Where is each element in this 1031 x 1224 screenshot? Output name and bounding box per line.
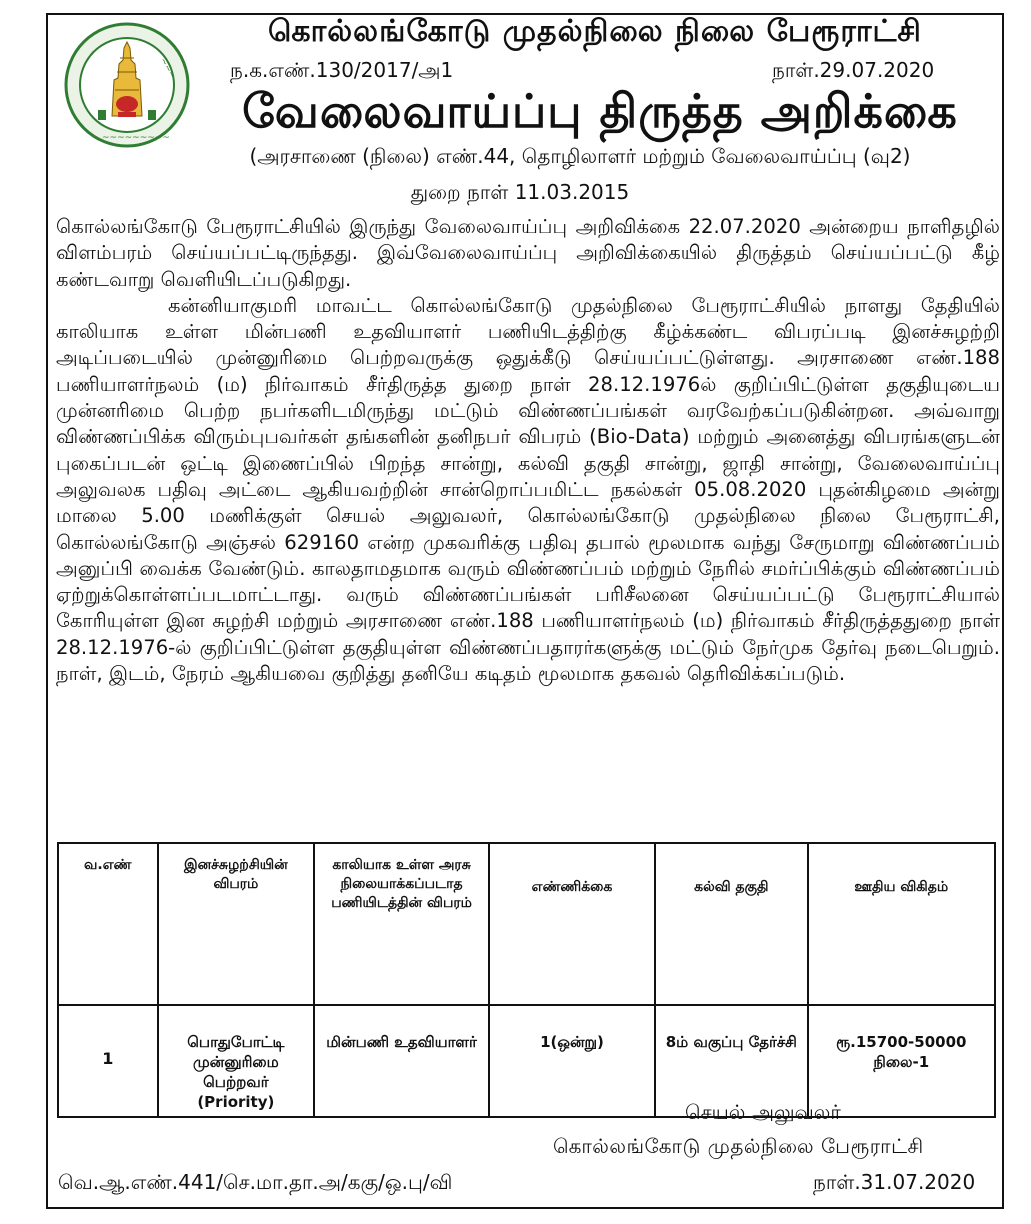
- notice-body: [56, 214, 1000, 687]
- organization-name: கொல்லங்கோடு முதல்நிலை நிலை பேரூராட்சி: [268, 14, 922, 49]
- government-order-line-1: (அரசாணை (நிலை) எண்.44, தொழிலாளர் மற்றும் வேலைவாய்ப்பு (வு2): [249, 144, 911, 168]
- advertisement-date: நாள்.31.07.2020: [813, 1170, 976, 1194]
- header-count: எண்ணிக்கை: [489, 843, 655, 1005]
- cell-rotation: பொதுபோட்டி முன்னுரிமை பெற்றவர் (Priority): [158, 1005, 315, 1117]
- reference-number: ந.க.எண்.130/2017/அ1: [230, 58, 454, 82]
- table-row: [58, 1005, 995, 1117]
- table-header-row: [58, 843, 995, 1005]
- header-rotation: இனச்சுழற்சியின் விபரம்: [158, 843, 315, 1005]
- cell-count: 1(ஒன்று): [489, 1005, 655, 1117]
- body-paragraph-1: கொல்லங்கோடு பேரூராட்சியில் இருந்து வேலைவாய்ப்பு அறிவிக்கை 22.07.2020 அன்றைய நாளிதழில் விளம்பரம் செய்யப்பட்டிருந்தது. இவ்வேலைவாய்ப்பு அறிவிக்கையில் திருத்தம் செய்யப்பட்டு கீழ் கண்டவாறு வெளியிடப்படுகிறது.: [56, 215, 1000, 291]
- svg-text:~~~: ~~~: [77, 48, 98, 74]
- signatory-office: கொல்லங்கோடு முதல்நிலை பேரூராட்சி: [553, 1134, 924, 1158]
- header-vacancy: காலியாக உள்ள அரசு நிலையாக்கப்படாத பணியிடத்தின் விபரம்: [314, 843, 489, 1005]
- header-serial: வ.எண்: [58, 843, 158, 1005]
- header-pay-scale: ஊதிய விகிதம்: [808, 843, 995, 1005]
- advertisement-reference: வெ.ஆ.எண்.441/செ.மா.தா.அ/ககு/ஒ.பு/வி: [58, 1170, 453, 1194]
- cell-vacancy: மின்பணி உதவியாளர்: [314, 1005, 489, 1117]
- tamil-nadu-emblem-icon: [62, 20, 192, 150]
- notice-title: வேலைவாய்ப்பு திருத்த அறிக்கை: [242, 84, 958, 138]
- cell-pay-scale: ரூ.15700-50000 நிலை-1: [808, 1005, 995, 1117]
- svg-text:~~~: ~~~: [157, 56, 178, 82]
- cell-serial: 1: [58, 1005, 158, 1117]
- body-paragraph-2: கன்னியாகுமரி மாவட்ட கொல்லங்கோடு முதல்நிலை பேரூராட்சியில் நாளது தேதியில் காலியாக உள்ள மின்பணி உதவியாளர் பணியிடத்திற்கு கீழ்க்கண்ட விபரப்படி இனச்சுழற்றி அடிப்படையில் முன்னுரிமை பெற்றவருக்கு ஒதுக்கீடு செய்யப்பட்டுள்ளது. அரசாணை எண்.188 பணியாளர்நலம் (ம) நிர்வாகம் சீர்திருத்த துறை நாள் 28.12.1976ல் குறிப்பிட்டுள்ள தகுதியுடைய முன்னரிமை பெற்ற நபர்களிடமிருந்து மட்டும் விண்ணப்பங்கள் வரவேற்கப்படுகின்றன. அவ்வாறு விண்ணப்பிக்க விரும்புபவர்கள் தங்களின் தனிநபர் விபரம் (Bio-Data) மற்றும் அனைத்து விபரங்களுடன் புகைப்படன் ஒட்டி இணைப்பில் பிறந்த சான்று, கல்வி தகுதி சான்று, ஜாதி சான்று, வேலைவாய்ப்பு அலுவலக பதிவு அட்டை ஆகியவற்றின் சான்றொப்பமிட்ட நகல்கள் 05.08.2020 புதன்கிழமை அன்று மாலை 5.00 மணிக்குள் செயல் அலுவலர், கொல்லங்கோடு முதல்நிலை நிலை பேரூராட்சி, கொல்லங்கோடு அஞ்சல் 629160 என்ற முகவரிக்கு பதிவு தபால் மூலமாக வந்து சேருமாறு விண்ணப்பம் அனுப்பி வைக்க வேண்டும். காலதாமதமாக வரும் விண்ணப்பம் மற்றும் நேரில் சமர்ப்பிக்கும் விண்ணப்பம் ஏற்றுக்கொள்ளப்படமாட்டாது. வரும் விண்ணப்பங்கள் பரிசீலனை செய்யப்பட்டு பேரூராட்சியால் கோரியுள்ள இன சுழற்சி மற்றும் அரசாணை எண்.188 பணியாளர்நலம் (ம) நிர்வாகம் சீர்திருத்ததுறை நாள் 28.12.1976-ல் குறிப்பிட்டுள்ள தகுதியுள்ள விண்ணப்பதாரர்களுக்கு மட்டும் நேர்முக தேர்வு நடைபெறும். நாள், இடம், நேரம் ஆகியவை குறித்து தனியே கடிதம் மூலமாக தகவல் தெரிவிக்கப்படும்.: [56, 293, 1000, 686]
- signatory-designation: செயல் அலுவலர்: [685, 1100, 841, 1124]
- cell-qualification: 8ம் வகுப்பு தேர்ச்சி: [655, 1005, 807, 1117]
- header-qualification: கல்வி தகுதி: [655, 843, 807, 1005]
- reference-date: நாள்.29.07.2020: [772, 58, 935, 82]
- svg-text:~~~~~~~~~: ~~~~~~~~~: [102, 133, 170, 143]
- government-order-line-2: துறை நாள் 11.03.2015: [410, 180, 630, 204]
- vacancy-table: [57, 842, 996, 1118]
